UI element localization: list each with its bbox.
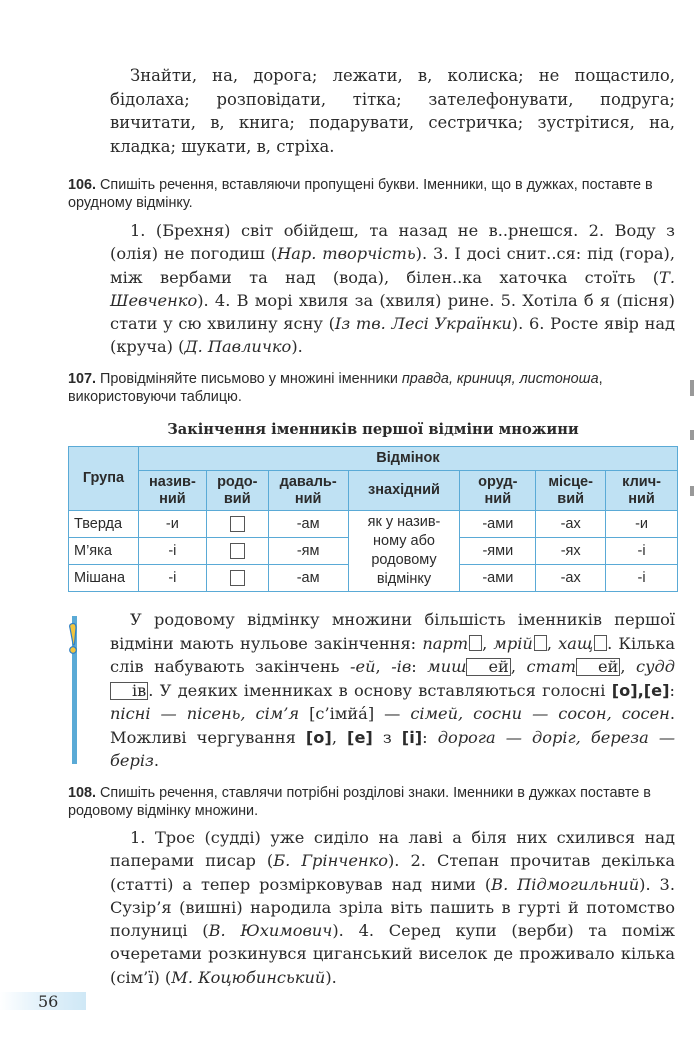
ending-cell: -ах: [536, 511, 606, 538]
accusative-note: як у назив- ному або родовому відмінку: [348, 511, 460, 592]
ending-cell: -ам: [268, 511, 348, 538]
exclamation-icon: [62, 622, 86, 656]
text-run: :: [422, 727, 438, 747]
blank-box: [230, 570, 245, 586]
exercise-number: 106.: [68, 177, 97, 193]
intro-paragraph: Знайти, на, дорога; лежати, в, колиска; не пощастило, бідолаха; розповідати, тітка; зателефонувати, подруга; вичитати, в, книга; подарувати, сестричка; зустрітися, на, кладка; шукати, в, стріха.: [110, 66, 675, 156]
text-run: ). 3. Сузір’я (вишні) народила зріла віть пашить в гурті й потомство полуниці (: [110, 874, 676, 941]
case-locative: місце- вий: [536, 471, 606, 511]
source: В. Юхимович: [208, 921, 333, 941]
source: Д. Павличко: [184, 337, 292, 357]
ending-cell: -и: [138, 511, 206, 538]
rule-text: [110, 608, 675, 773]
sound: [і]: [401, 727, 423, 747]
edge-mark: [690, 430, 694, 440]
ending-cell: -ами: [460, 511, 536, 538]
table-row: [69, 511, 678, 538]
group-name: Мішана: [69, 565, 139, 592]
text-run: :: [669, 680, 675, 700]
text-run: ,: [375, 657, 392, 676]
case-instrumental: оруд- ний: [460, 471, 536, 511]
exercise-number: 108.: [68, 785, 97, 801]
ending-cell: -і: [606, 538, 678, 565]
instruction-text: , використовуючи таблицю.: [68, 371, 603, 405]
text-run: ,: [510, 657, 527, 676]
exercise-number: 107.: [68, 371, 97, 387]
empty-box-cell: [206, 538, 268, 565]
text-run: ). 4. В морі хвиля за (хвиля) рине. 5. Хотіла б я (пісня) стати у сю хвилину ясну (: [110, 290, 675, 334]
case-vocative: клич- ний: [606, 471, 678, 511]
page-number: 56: [38, 992, 59, 1011]
example-word: миш: [427, 657, 467, 676]
instruction-text: Провідміняйте письмово у множині іменники: [100, 371, 402, 387]
text-run: [с’iмйа́] —: [299, 704, 411, 723]
boxed-ending: ів: [110, 682, 148, 700]
ending-cell: -и: [606, 511, 678, 538]
example: дорога — доріг, береза — беріз: [110, 727, 676, 770]
case-genitive: родо- вий: [206, 471, 268, 511]
text-run: . У деяких іменниках в основу вставляються голосні: [148, 680, 612, 700]
ending-cell: -і: [138, 565, 206, 592]
ending-cell: -ам: [268, 565, 348, 592]
text-run: ).: [325, 967, 337, 987]
case-dative: даваль- ний: [268, 471, 348, 511]
edge-mark: [690, 380, 694, 396]
text-run: . Можливі чергування: [110, 704, 675, 747]
ending-cell: -ами: [460, 565, 536, 592]
blank-box: [534, 635, 547, 651]
case-row: [69, 471, 678, 511]
group-name: Тверда: [69, 511, 139, 538]
exercise-108-instruction: [68, 784, 678, 820]
example-word: стат: [526, 657, 576, 676]
ending-cell: -ями: [460, 538, 536, 565]
ending-cell: -ях: [536, 538, 606, 565]
example-word: судд: [636, 657, 675, 676]
text-run: . Кілька слів набувають закінчень: [110, 633, 675, 676]
exercise-106-instruction: [68, 176, 678, 212]
vowels: [о],[е]: [611, 680, 670, 700]
sound: [о]: [305, 727, 332, 747]
empty-box-cell: [206, 511, 268, 538]
text-run: ). 3. І досі снит..ся: під (гора), між вербами та над (вода), білен..ка хаточка стоїть (: [110, 244, 676, 287]
group-header: Група: [69, 447, 139, 511]
sound: [е]: [347, 727, 373, 747]
text-run: 1. (Брехня) світ обійдеш, та назад не в..рнешся. 2. Воду з (олія) не погодиш (: [110, 221, 675, 264]
blank-box: [230, 516, 245, 532]
example-word: мрій: [493, 633, 533, 653]
blank-box: [594, 635, 607, 651]
text-run: ).: [291, 337, 303, 357]
ending-cell: -ах: [536, 565, 606, 592]
text-run: :: [411, 657, 428, 676]
ending: -ей: [350, 657, 376, 676]
example: пісні — пісень, сім’я: [110, 704, 300, 723]
case-header: Відмінок: [138, 447, 677, 471]
boxed-ending: ей: [466, 658, 510, 676]
text-run: ). 4. Серед купи (верби) та поміж очеретами розкинувся циганський виселок де проживало кілька (сім’ї) (: [110, 921, 675, 987]
text-run: У родовому відмінку множини більшість іменників першої відміни мають нульове закінчення:: [110, 610, 675, 653]
text-run: ). 6. Росте явір над (круча) (: [110, 314, 676, 357]
text-run: 1. Троє (судді) уже сиділо на лаві а біля них схилився над паперами писар (: [110, 828, 675, 871]
ending-cell: -ям: [268, 538, 348, 565]
instruction-words: правда, криниця, листоноша: [401, 371, 599, 387]
ending-cell: -і: [138, 538, 206, 565]
exercise-106-text: [110, 219, 675, 359]
exercise-107-instruction: [68, 370, 678, 406]
ending: -ів: [391, 657, 412, 676]
instruction-text: Спишіть речення, вставляючи пропущені букви. Іменники, що в дужках, поставте в орудному відмінку.: [68, 177, 653, 211]
source: В. Підмогильний: [491, 874, 640, 894]
ending-cell: -і: [606, 565, 678, 592]
endings-table: [68, 446, 678, 592]
example-word: хащ: [558, 633, 594, 653]
text-run: ,: [546, 633, 559, 653]
exercise-108-text: [110, 826, 675, 989]
boxed-ending: ей: [576, 658, 620, 676]
case-nominative: назив- ний: [138, 471, 206, 511]
text-run: ,: [620, 657, 637, 676]
source: Б. Грінченко: [273, 851, 388, 871]
text-run: ,: [331, 727, 348, 747]
case-accusative: знахідний: [348, 471, 460, 511]
text-run: ,: [482, 633, 494, 653]
blank-box: [469, 635, 482, 651]
table-caption: Закінчення іменників першої відміни множини: [167, 421, 579, 438]
example: сімей, сосни — сосон, сосен: [410, 704, 670, 723]
source: Нар. творчість: [277, 244, 416, 264]
source: М. Коцюбинський: [171, 967, 326, 987]
group-name: М’яка: [69, 538, 139, 565]
example-word: парт: [422, 633, 469, 653]
text-run: ). 2. Степан прочитав декілька (статті) а тепер розмірковував над ними (: [110, 851, 675, 894]
instruction-text: Спишіть речення, ставлячи потрібні розділові знаки. Іменники в дужках поставте в родовому відмінку множини.: [68, 785, 651, 819]
blank-box: [230, 543, 245, 559]
text-run: .: [153, 751, 159, 770]
source: Із тв. Лесі Українки: [334, 314, 512, 334]
edge-mark: [690, 486, 694, 496]
source: Т. Шевченко: [110, 267, 675, 310]
text-run: з: [372, 727, 402, 747]
empty-box-cell: [206, 565, 268, 592]
